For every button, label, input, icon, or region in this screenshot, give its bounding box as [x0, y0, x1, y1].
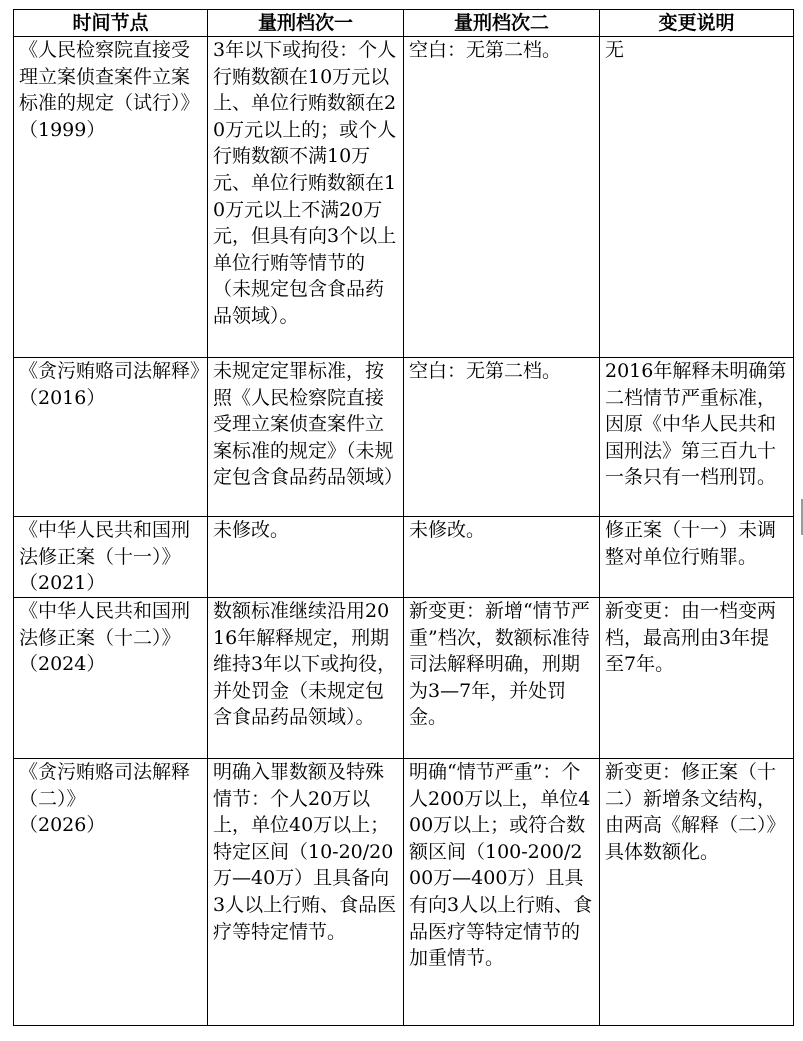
- cell-tier-one: 数额标准继续沿用2016年解释规定，刑期维持3年以下或拘役，并处罚金（未规定包含食品药品领域）。: [208, 598, 404, 759]
- cell-tier-two: 新变更：新增“情节严重”档次，数额标准待司法解释明确，刑期为3—7年，并处罚金。: [404, 598, 600, 759]
- header-change-notes: 变更说明: [600, 10, 794, 37]
- cell-time-node: 《中华人民共和国刑法修正案（十二）》（2024）: [14, 598, 208, 759]
- table-header-row: [14, 10, 794, 37]
- cell-change-notes: 修正案（十一）未调整对单位行贿罪。: [600, 517, 794, 598]
- header-time-node: 时间节点: [14, 10, 208, 37]
- cell-tier-two: 未修改。: [404, 517, 600, 598]
- cell-change-notes: 2016年解释未明确第二档情节严重标准，因原《中华人民共和国刑法》第三百九十一条只有一档刑罚。: [600, 358, 794, 517]
- cell-time-node: 《中华人民共和国刑法修正案（十一）》（2021）: [14, 517, 208, 598]
- cell-time-node: [14, 759, 208, 1026]
- cell-tier-one: 3年以下或拘役：个人行贿数额在10万元以上、单位行贿数额在20万元以上的；或个人行贿数额不满10万元、单位行贿数额在10万元以上不满20万元，但具有向3个以上单位行贿等情节的（未规定包含食品药品领域）。: [208, 37, 404, 358]
- table-row: [14, 37, 794, 358]
- table-row: [14, 358, 794, 517]
- cell-change-notes: 新变更：修正案（十二）新增条文结构，由两高《解释（二）》具体数额化。: [600, 759, 794, 1026]
- cell-tier-two: 空白：无第二档。: [404, 358, 600, 517]
- time-node-title: 《人民检察院直接受理立案侦查案件立案标准的规定（试行）》: [19, 39, 200, 115]
- header-tier-one: 量刑档次一: [208, 10, 404, 37]
- cell-tier-one: 明确入罪数额及特殊情节：个人20万以上，单位40万以上；特定区间（10-20/20万—40万）且具备向3人以上行贿、食品医疗等特定情节。: [208, 759, 404, 1026]
- header-tier-two: 量刑档次二: [404, 10, 600, 37]
- time-node-year: （2026）: [19, 814, 106, 837]
- table-row: [14, 759, 794, 1026]
- table-row: [14, 517, 794, 598]
- cell-tier-two: 空白：无第二档。: [404, 37, 600, 358]
- cell-tier-one: 未规定定罪标准，按照《人民检察院直接受理立案侦查案件立案标准的规定》（未规定包含食品药品领域）: [208, 358, 404, 517]
- cell-tier-one: 未修改。: [208, 517, 404, 598]
- time-node-title: 《贪污贿赂司法解释（二）》: [19, 761, 191, 810]
- cell-change-notes: 新变更：由一档变两档，最高刑由3年提至7年。: [600, 598, 794, 759]
- table-row: [14, 598, 794, 759]
- cell-time-node: 《贪污贿赂司法解释》（2016）: [14, 358, 208, 517]
- time-node-year: （1999）: [19, 118, 106, 141]
- cell-tier-two: 明确“情节严重”：个人200万以上，单位400万以上；或符合数额区间（100-200/200万—400万）且具有向3人以上行贿、食品医疗等特定情节的加重情节。: [404, 759, 600, 1026]
- sentencing-comparison-table: [13, 9, 794, 1026]
- cell-time-node: [14, 37, 208, 358]
- cell-change-notes: 无: [600, 37, 794, 358]
